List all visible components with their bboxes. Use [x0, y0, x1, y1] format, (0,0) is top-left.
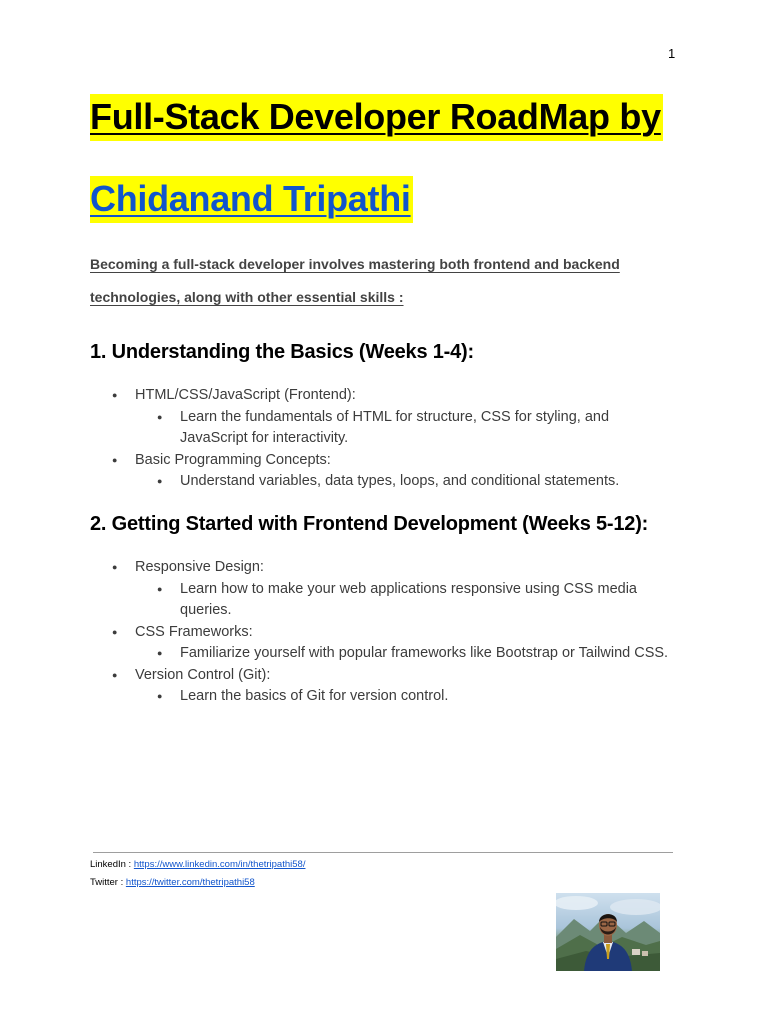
page-title-line-1 [90, 94, 663, 140]
footer-twitter-label: Twitter : [90, 877, 126, 888]
section-heading-basics: 1. Understanding the Basics (Weeks 1-4): [90, 341, 474, 363]
twitter-link[interactable]: https://twitter.com/thetripathi58 [125, 877, 255, 888]
list-item [90, 665, 670, 708]
footer-twitter [90, 877, 255, 888]
footer-linkedin [90, 859, 305, 870]
list-item [90, 557, 670, 622]
section-heading-frontend: 2. Getting Started with Frontend Development (Weeks 5-12): [90, 513, 649, 535]
sub-list [135, 686, 670, 708]
page-title-author-link[interactable] [90, 176, 413, 222]
list-item-label: CSS Frameworks: [135, 623, 253, 640]
linkedin-link[interactable]: https://www.linkedin.com/in/thetripathi58/ [133, 859, 306, 870]
page-number: 1 [668, 46, 676, 61]
section-list-basics [90, 385, 670, 493]
page-title-text-2[interactable]: Chidanand Tripathi [90, 176, 413, 223]
list-item [90, 622, 670, 665]
section-list-frontend [90, 557, 670, 708]
intro-line-2: technologies, along with other essential skills : [90, 289, 404, 305]
page-title-text-1: Full-Stack Developer RoadMap by [90, 94, 663, 141]
list-item [90, 450, 670, 493]
footer-linkedin-label: LinkedIn : [90, 859, 134, 870]
author-photo [556, 893, 660, 971]
sub-list-item: ● Learn how to make your web applications responsive using CSS media queries. [135, 579, 670, 622]
list-item-label: Basic Programming Concepts: [135, 451, 331, 468]
sub-list [135, 643, 670, 665]
sub-list-item: ● Familiarize yourself with popular frameworks like Bootstrap or Tailwind CSS. [135, 643, 670, 665]
intro-line-1: Becoming a full-stack developer involves mastering both frontend and backend [90, 256, 620, 272]
list-item [90, 385, 670, 450]
list-item-label: Responsive Design: [135, 559, 264, 575]
list-item-label: HTML/CSS/JavaScript (Frontend): [135, 387, 356, 403]
sub-list-item: ● Learn the fundamentals of HTML for structure, CSS for styling, and JavaScript for interactivity. [135, 407, 670, 450]
footer-divider [93, 852, 673, 853]
sub-list [135, 471, 670, 493]
sub-list [135, 407, 670, 450]
author-photo-image [556, 893, 660, 971]
list-item-label: Version Control (Git): [135, 666, 271, 683]
sub-list-item: ● Understand variables, data types, loops, and conditional statements. [135, 471, 670, 493]
sub-list [135, 579, 670, 622]
sub-list-item: ● Learn the basics of Git for version control. [135, 686, 670, 708]
